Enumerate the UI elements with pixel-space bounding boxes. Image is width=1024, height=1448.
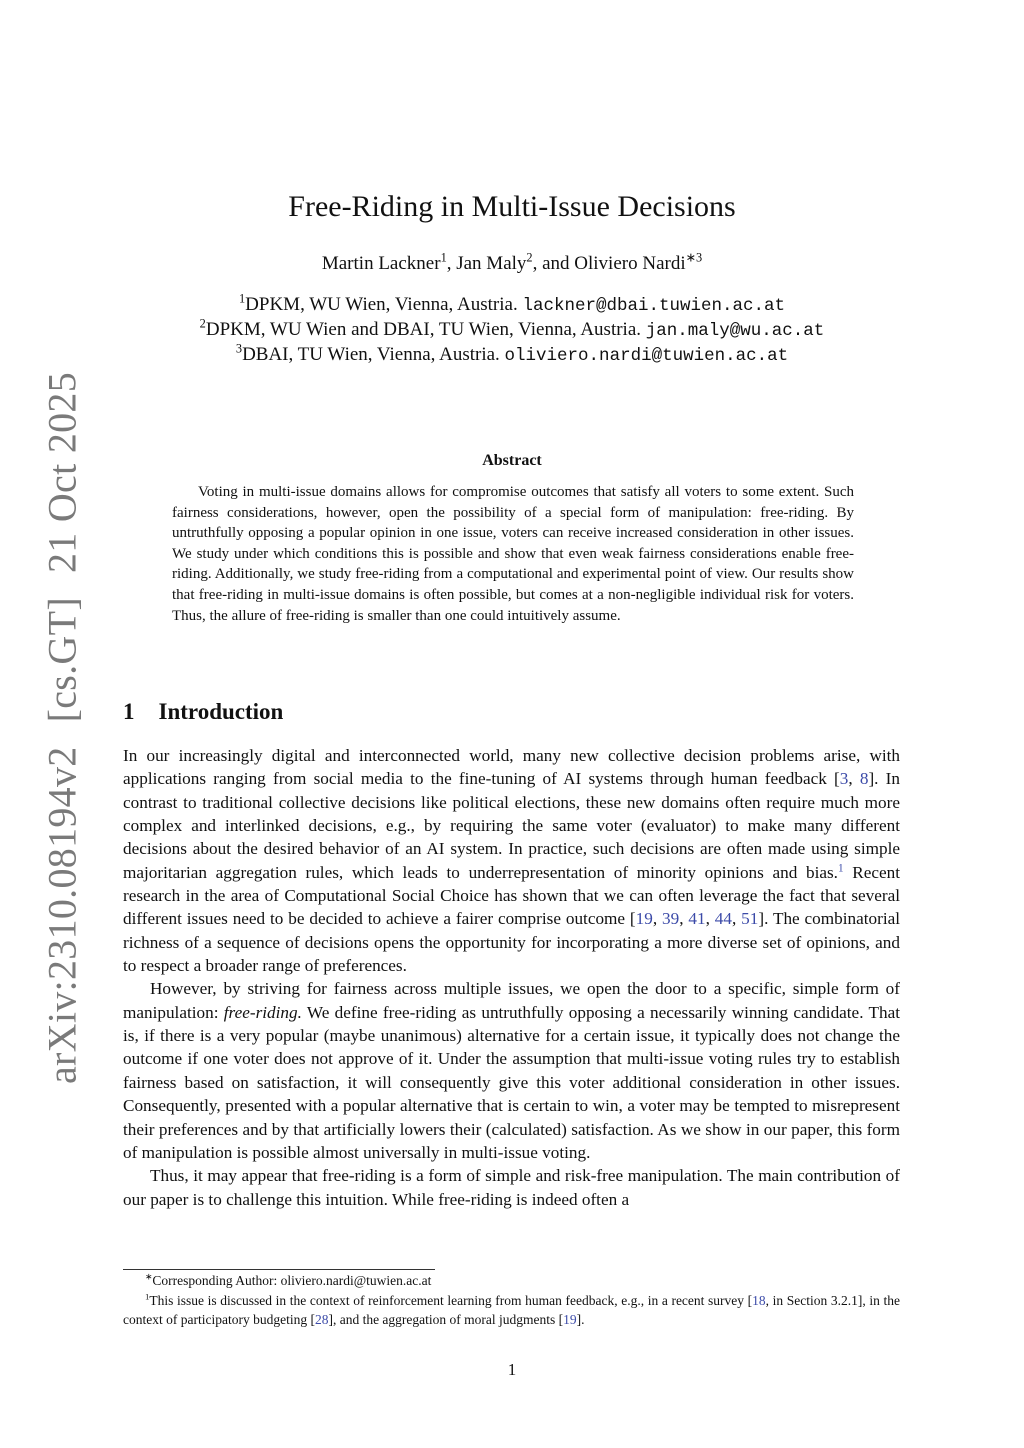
citation-link[interactable]: 19: [563, 1312, 577, 1327]
emphasis-text: free-riding.: [223, 1002, 302, 1022]
section-number: 1: [123, 699, 135, 724]
body-paragraph: However, by striving for fairness across multiple issues, we open the door to a specific, simple form of manipulation: free-riding. We define free-riding as untruthfully opposing a necessarily winning candidate. That is, if there is a very popular (maybe unanimous) alternative for a certain issue, it typically does not change the outcome if one voter does not approve of it. Under the assumption that multi-issue voting rules try to establish fairness based on satisfaction, it will consequently give this voter additional consideration in other issues. Consequently, presented with a popular alternative that is certain to win, a voter may be tempted to misrepresent their preferences and by that artificially lowers their (calculated) satisfaction. As we show in our paper, this form of manipulation is possible almost universally in multi-issue voting.: [123, 979, 900, 1162]
footnote-item: ∗Corresponding Author: oliviero.nardi@tuwien.ac.at: [145, 1271, 432, 1288]
arxiv-side-stamp: [39, 360, 86, 1096]
affiliation-text: DPKM, WU Wien, Vienna, Austria.: [245, 294, 518, 315]
author-affil-mark: 2: [526, 250, 533, 265]
page-number: 1: [507, 1360, 517, 1379]
author-affil-mark: 1: [440, 250, 447, 265]
affiliation-line: [0, 318, 1024, 343]
section-heading: [123, 699, 283, 725]
citation-link[interactable]: 19: [635, 909, 653, 929]
citation-link[interactable]: 41: [688, 909, 706, 929]
affiliation-text: DBAI, TU Wien, Vienna, Austria.: [242, 344, 500, 365]
affiliation-text: DPKM, WU Wien and DBAI, TU Wien, Vienna, Austria.: [205, 319, 642, 340]
affiliation-email: lackner@dbai.tuwien.ac.at: [522, 296, 785, 316]
abstract-text: Voting in multi-issue domains allows for compromise outcomes that satisfy all voters to some extent. Such fairness considerations, however, open the possibility of a special form of manipulation: free-riding. By untruthfully opposing a popular opinion in one issue, voters can receive increased consideration in other issues. We study under which conditions this is possible and show that even weak fairness considerations enable free-riding. Additionally, we study free-riding from a computational and experimental point of view. Our results show that free-riding in multi-issue domains is often possible, but comes at a non-negligible individual risk for voters. Thus, the allure of free-riding is smaller than one could intuitively assume.: [172, 484, 854, 624]
affiliation-mark: 3: [235, 341, 243, 356]
citation-link[interactable]: 8: [859, 769, 869, 789]
footnote-item: $^1$This issue is discussed in the context of reinforcement learning from human feedback, e.g., in a recent survey [18, in Section 3.2.1], in the context of participatory budgeting [28], and the aggregation of moral judgments [19].: [123, 1291, 901, 1327]
citation-link[interactable]: 39: [662, 909, 680, 929]
arxiv-category: [cs.GT]: [39, 597, 85, 723]
author-line: Martin Lackner$^1$, Jan Maly$^2$, and Oliviero Nardi$^{∗3}$: [321, 250, 703, 274]
affiliation-mark: 1: [239, 291, 246, 306]
affiliation-email: jan.maly@wu.ac.at: [645, 321, 825, 341]
citation-link[interactable]: 18: [752, 1292, 766, 1308]
affiliation-line: [0, 343, 1024, 368]
arxiv-date: 21 Oct 2025: [39, 371, 85, 574]
citation-link[interactable]: 3: [839, 769, 849, 789]
author-name: Oliviero Nardi: [574, 253, 686, 274]
body-paragraph: Thus, it may appear that free-riding is a form of simple and risk-free manipulation. The main contribution of our paper is to challenge this intuition. While free-riding is indeed often a: [123, 1166, 900, 1209]
arxiv-id: arXiv:2310.08194v2: [39, 746, 85, 1085]
citation-link[interactable]: 51: [741, 909, 759, 929]
affiliation-list: [0, 293, 1024, 368]
footnotes: [123, 1271, 900, 1330]
footnote-mark: 1: [145, 1291, 150, 1301]
affiliation-line: [0, 293, 1024, 318]
author-name: Martin Lackner: [321, 253, 441, 274]
citation-link[interactable]: 28: [314, 1312, 329, 1327]
citation-link[interactable]: 44: [714, 909, 732, 929]
author-name: Jan Maly: [456, 253, 527, 274]
footnote-mark: ∗: [145, 1271, 153, 1282]
affiliation-mark: 2: [199, 316, 206, 331]
paper-title: Free-Riding in Multi-Issue Decisions: [288, 190, 736, 223]
footnote-marker[interactable]: 1: [837, 861, 844, 874]
author-affil-mark: ∗3: [685, 250, 703, 265]
body-paragraph: In our increasingly digital and interconnected world, many new collective decision problems arise, with applications ranging from social media to the fine-tuning of AI systems through human feedback [3, 8]. In contrast to traditional collective decisions like political elections, these new domains often require much more complex and interlinked decisions, e.g., by requiring the same voter (evaluator) to make many different decisions about the desired behavior of an AI system. In practice, such decisions are often made using simple majoritarian aggregation rules, which leads to underrepresentation of minority opinions and bias.$^1$ Recent research in the area of Computational Social Choice has shown that we can often leverage the fact that several different issues need to be decided to achieve a fairer comprise outcome [19, 39, 41, 44, 51]. The combinatorial richness of a sequence of decisions opens the opportunity for incorporating a more diverse set of opinions, and to respect a broader range of preferences.: [123, 746, 901, 976]
body-text: [123, 744, 900, 1211]
abstract-heading: Abstract: [482, 452, 542, 469]
section-title: Introduction: [158, 699, 284, 724]
footnote-divider: [123, 1269, 435, 1270]
affiliation-email: oliviero.nardi@tuwien.ac.at: [504, 346, 789, 366]
